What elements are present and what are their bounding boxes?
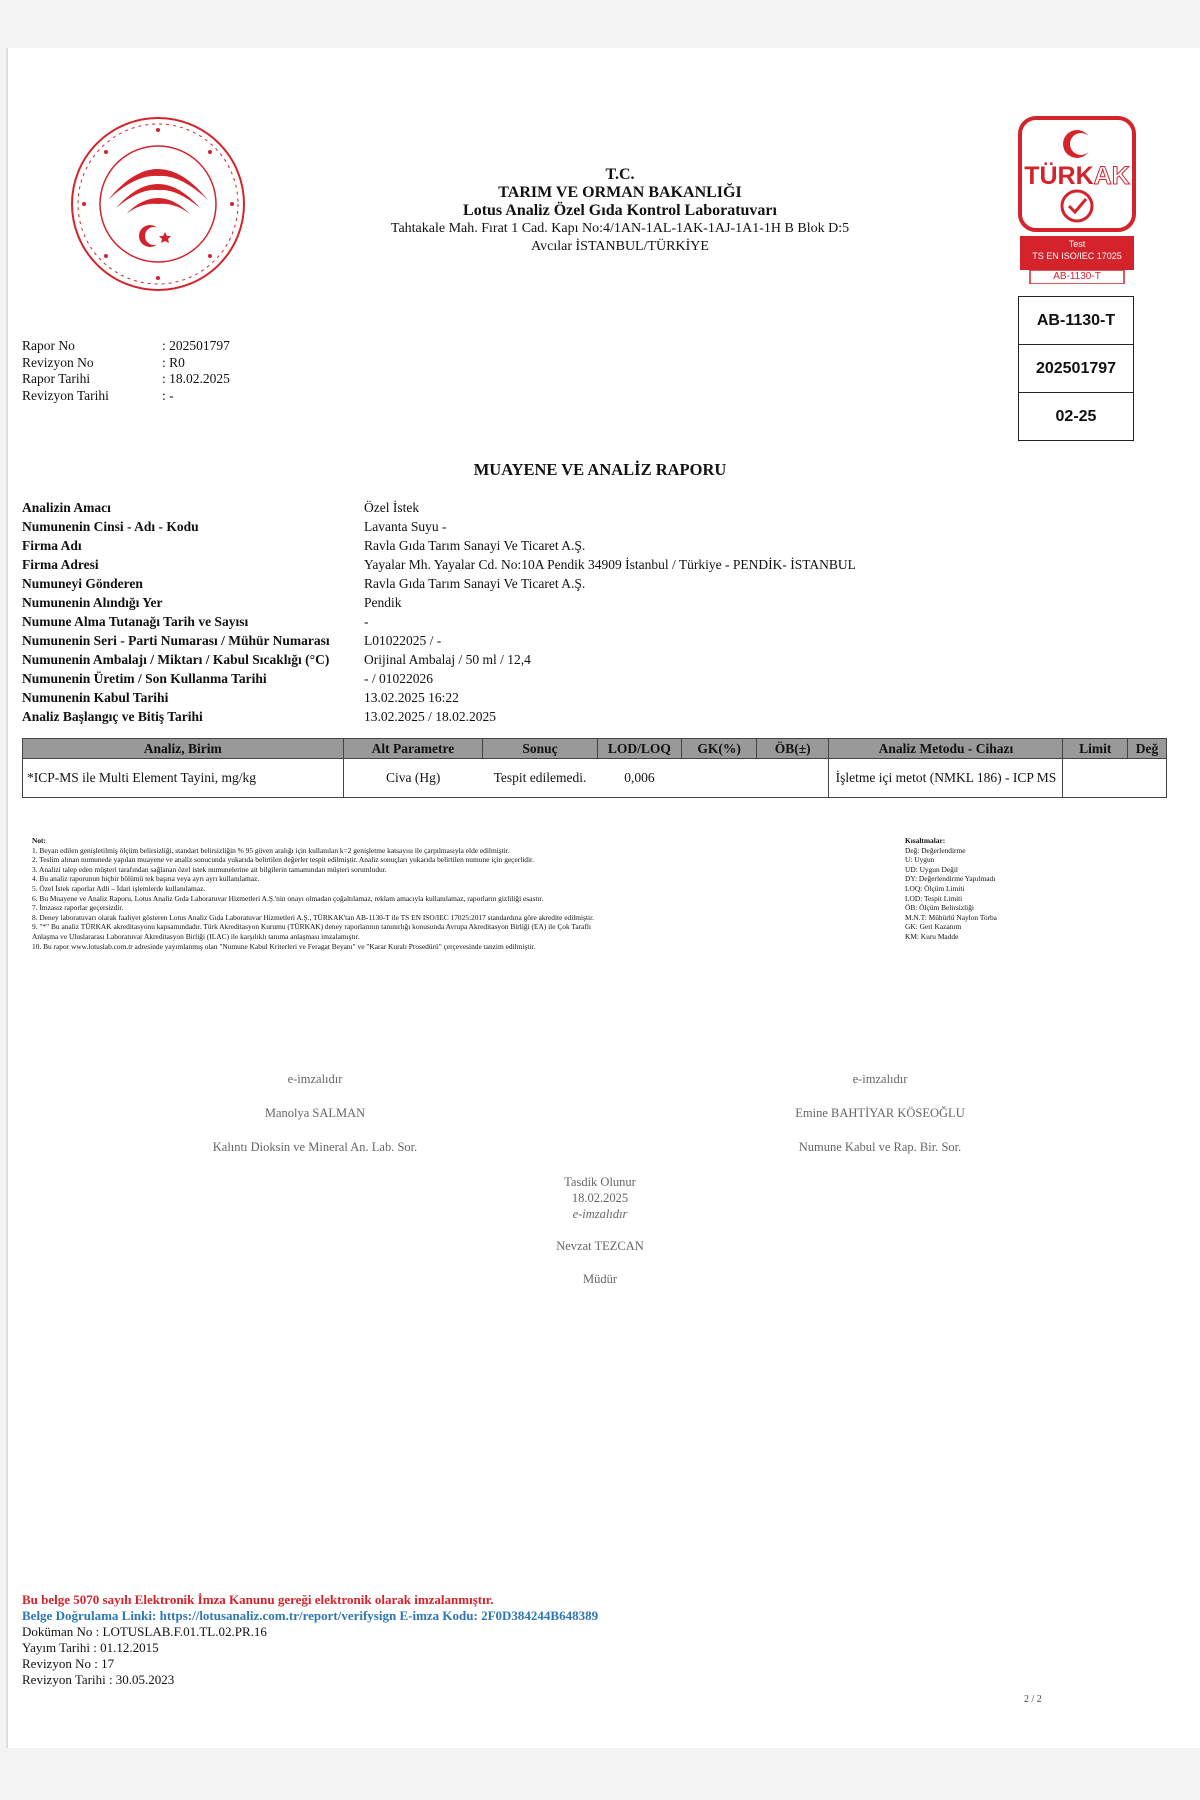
header-city: Avcılar İSTANBUL/TÜRKİYE (531, 239, 709, 254)
accreditation-code: AB-1130-T (1019, 297, 1133, 345)
table-cell (682, 759, 757, 798)
info-label: Analiz Başlangıç ve Bitiş Tarihi (22, 709, 203, 724)
approval-label: Tasdik Olunur (564, 1175, 636, 1189)
turkak-accreditation-logo (1018, 116, 1136, 284)
info-value: Ravla Gıda Tarım Sanayi Ve Ticaret A.Ş. (364, 538, 586, 553)
abbreviation-item: UD: Uygun Değil (905, 864, 958, 874)
header-address: Tahtakale Mah. Fırat 1 Cad. Kapı No:4/1AN-1AL-1AK-1AJ-1A1-1H B Blok D:5 (390, 221, 850, 236)
sample-info (22, 498, 856, 726)
info-label: Numunenin Ambalajı / Miktarı / Kabul Sıcaklığı (°C) (22, 652, 330, 667)
ministry-seal-logo (70, 116, 246, 292)
meta-value: : R0 (162, 354, 185, 370)
approval-date: 18.02.2025 (571, 1191, 629, 1205)
table-cell (1128, 759, 1167, 798)
meta-label: Rapor Tarihi (22, 371, 91, 386)
table-cell: Tespit edilemedi. (483, 759, 597, 798)
column-header: Alt Parametre (343, 739, 483, 759)
signature-name: Emine BAHTİYAR KÖSEOĞLU (795, 1106, 965, 1120)
info-value: Orijinal Ambalaj / 50 ml / 12,4 (364, 652, 531, 667)
header-lab-name: Lotus Analiz Özel Gıda Kontrol Laboratuvarı (463, 202, 777, 219)
info-row (22, 707, 856, 726)
turkak-brand-part1: TÜRK (1024, 162, 1094, 190)
info-value: 13.02.2025 16:22 (364, 690, 459, 705)
meta-value: : 202501797 (162, 338, 230, 353)
note-item: 5. Özel İstek raporlar Adli – İdari işlemlerde kullanılamaz. (32, 883, 206, 893)
table-row (23, 759, 1167, 798)
signature-approval (450, 1174, 750, 1287)
abbreviation-item: ÖB: Ölçüm Belirsizliği (905, 903, 974, 913)
table-cell: *ICP-MS ile Multi Element Tayini, mg/kg (23, 759, 344, 798)
info-row (22, 688, 856, 707)
abbreviation-item: KM: Kuru Madde (905, 931, 959, 941)
signature-status: e-imzalıdır (852, 1072, 908, 1086)
meta-row (22, 355, 230, 372)
report-title: MUAYENE VE ANALİZ RAPORU (473, 460, 727, 479)
header-ministry: TARIM VE ORMAN BAKANLIĞI (498, 184, 742, 201)
abbreviation-item: LOQ: Ölçüm Limiti (905, 883, 965, 893)
abbreviation-item: U: Uygun (905, 855, 935, 865)
notes-title: Not: (32, 836, 46, 845)
meta-value: : - (162, 387, 174, 403)
info-value: Pendik (364, 595, 402, 610)
signature-role: Müdür (582, 1272, 618, 1286)
meta-label: Revizyon Tarihi (22, 387, 109, 403)
info-row (22, 593, 856, 612)
note-item: 3. Analizi talep eden müşteri tarafından sağlanan özel istek numunelerine ait bilgilerin tamamından müşteri sorumludur. (32, 864, 387, 874)
info-label: Numunenin Üretim / Son Kullanma Tarihi (22, 671, 267, 686)
abbreviations-section (905, 836, 1105, 942)
info-row (22, 498, 856, 517)
info-row (22, 555, 856, 574)
info-row (22, 650, 856, 669)
lab-header (340, 166, 900, 256)
footer-line: Doküman No : LOTUSLAB.F.01.TL.02.PR.16 (22, 1624, 267, 1639)
report-meta (22, 338, 230, 404)
info-value: L01022025 / - (364, 633, 442, 648)
footer-line: Revizyon No : 17 (22, 1656, 115, 1671)
column-header: Sonuç (483, 739, 597, 759)
signature-name: Nevzat TEZCAN (556, 1239, 644, 1253)
report-number-box: 202501797 (1019, 345, 1133, 393)
turkak-standard-label: TS EN ISO/IEC 17025 (1032, 251, 1122, 261)
info-label: Numunenin Seri - Parti Numarası / Mühür Numarası (22, 633, 330, 648)
footer-line: Yayım Tarihi : 01.12.2015 (22, 1640, 159, 1655)
abbreviation-item: Değ: Değerlendirme (905, 845, 966, 855)
info-label: Analizin Amacı (22, 500, 111, 515)
signature-left (150, 1062, 480, 1164)
column-header: Analiz, Birim (23, 739, 344, 759)
document-footer (22, 1592, 598, 1688)
abbreviations-title: Kısaltmalar: (905, 836, 946, 845)
column-header: Analiz Metodu - Cihazı (829, 739, 1063, 759)
table-cell: 0,006 (597, 759, 682, 798)
abbreviation-item: DY: Değerlendirme Yapılmadı (905, 874, 996, 884)
info-label: Numune Alma Tutanağı Tarih ve Sayısı (22, 614, 249, 629)
abbreviation-item: M.N.T: Mühürlü Naylon Torba (905, 912, 997, 922)
turkak-test-label: Test (1068, 239, 1086, 249)
info-label: Numunenin Kabul Tarihi (22, 690, 169, 705)
info-row (22, 669, 856, 688)
info-label: Firma Adresi (22, 557, 99, 572)
turkak-brand-part2: AK (1093, 162, 1130, 190)
column-header: LOD/LOQ (597, 739, 682, 759)
meta-row (22, 371, 230, 388)
signature-status: e-imzalıdır (287, 1072, 343, 1086)
signature-status: e-imzalıdır (572, 1207, 628, 1221)
signature-role: Numune Kabul ve Rap. Bir. Sor. (798, 1140, 962, 1154)
column-header: Değ (1128, 739, 1167, 759)
footer-line: Revizyon Tarihi : 30.05.2023 (22, 1672, 175, 1687)
meta-label: Rapor No (22, 338, 75, 353)
meta-value: : 18.02.2025 (162, 371, 230, 386)
signature-right (720, 1062, 1040, 1164)
table-cell (1063, 759, 1128, 798)
turkak-code-label: AB-1130-T (1053, 271, 1101, 282)
info-value: - / 01022026 (364, 671, 433, 686)
table-cell: Civa (Hg) (343, 759, 483, 798)
note-item: 7. İmzasız raporlar geçersizdir. (32, 903, 124, 913)
info-label: Firma Adı (22, 538, 82, 553)
verification-link[interactable]: Belge Doğrulama Linki: https://lotusanaliz.com.tr/report/verifysign E-imza Kodu: 2F0D384244B648389 (22, 1608, 599, 1623)
abbreviation-item: GK: Geri Kazanım (905, 922, 962, 932)
signature-name: Manolya SALMAN (264, 1106, 366, 1120)
report-period-box: 02-25 (1055, 408, 1097, 425)
info-value: Yayalar Mh. Yayalar Cd. No:10A Pendik 34909 İstanbul / Türkiye - PENDİK- İSTANBUL (364, 557, 856, 572)
info-value: Ravla Gıda Tarım Sanayi Ve Ticaret A.Ş. (364, 576, 586, 591)
note-item: Anlaşma ve Uluslararası Laboratuvar Akreditasyon Birliği (ILAC) ile karşılıklı tanıma anlaşması imzalamıştır. (32, 931, 360, 941)
page-number: 2 / 2 (1024, 1694, 1042, 1705)
info-label: Numunenin Alındığı Yer (22, 595, 163, 610)
info-value: 13.02.2025 / 18.02.2025 (364, 709, 497, 724)
column-header: Limit (1063, 739, 1128, 759)
info-value: Lavanta Suyu - (364, 519, 447, 534)
report-code-box (1018, 296, 1134, 441)
info-row (22, 536, 856, 555)
info-label: Numunenin Cinsi - Adı - Kodu (22, 519, 199, 534)
info-row (22, 612, 856, 631)
note-item: 8. Deney laboratuvarı olarak faaliyet gösteren Lotus Analiz Gıda Laboratuvar Hizmetleri A.Ş., TÜRKAK'tan AB-1130-T ile TS EN ISO/IEC 17025:2017 standardına göre akredite edilmiştir. (32, 912, 594, 922)
table-cell (756, 759, 829, 798)
info-row (22, 631, 856, 650)
note-item: 2. Teslim alınan numunede yapılan muayene ve analiz sonucunda yukarıda belirtilen değerler tespit edilmiştir. Analiz sonuçları yukarıda belirtilen numune için geçerlidir. (32, 855, 534, 865)
note-item: 10. Bu rapor www.lotuslab.com.tr adresinde yayımlanmış olan "Numune Kabul Kriterleri ve Feragat Beyanı" ve "Karar Kuralı Prosedürü" çerçevesinde tanzim edilmiştir. (32, 941, 536, 951)
info-row (22, 574, 856, 593)
meta-row (22, 388, 230, 405)
table-cell: İşletme içi metot (NMKL 186) - ICP MS (829, 759, 1063, 798)
info-value: Özel İstek (364, 500, 420, 515)
notes-section (32, 836, 902, 951)
note-item: 4. Bu analiz raporunun hiçbir bölümü tek başına veya ayrı ayrı kullanılamaz. (32, 874, 260, 884)
table-header-row (23, 739, 1167, 759)
signature-role: Kalıntı Dioksin ve Mineral An. Lab. Sor. (212, 1140, 418, 1154)
e-signature-notice: Bu belge 5070 sayılı Elektronik İmza Kanunu gereği elektronik olarak imzalanmıştır. (22, 1592, 494, 1607)
column-header: ÖB(±) (756, 739, 829, 759)
info-value: - (364, 614, 369, 629)
column-header: GK(%) (682, 739, 757, 759)
results-table (22, 738, 1167, 798)
info-row (22, 517, 856, 536)
header-country: T.C. (605, 166, 635, 183)
info-label: Numuneyi Gönderen (22, 576, 143, 591)
meta-row (22, 338, 230, 355)
abbreviation-item: LOD: Tespit Limiti (905, 893, 963, 903)
note-item: 6. Bu Muayene ve Analiz Raporu, Lotus Analiz Gıda Laboratuvar Hizmetleri A.Ş.'nin onayı olmadan çoğaltılamaz, reklam amacıyla kullanılamaz, raporların gizliliği esastır. (32, 893, 544, 903)
meta-label: Revizyon No (22, 354, 94, 370)
note-item: 9. "*" Bu analiz TÜRKAK akreditasyonu kapsamındadır. Türk Akreditasyon Kurumu (TÜRKAK) deney raporlarının tanınırlığı konusunda Avrupa Akreditasyon Birliği (EA) ile Çok Taraflı (32, 922, 591, 932)
note-item: 1. Beyan edilen genişletilmiş ölçüm belirsizliği, standart belirsizliğin % 95 güven aralığı için kullanılan k=2 genişletme katsayısı ile çarpılmasıyla elde edilmiştir. (32, 845, 510, 855)
